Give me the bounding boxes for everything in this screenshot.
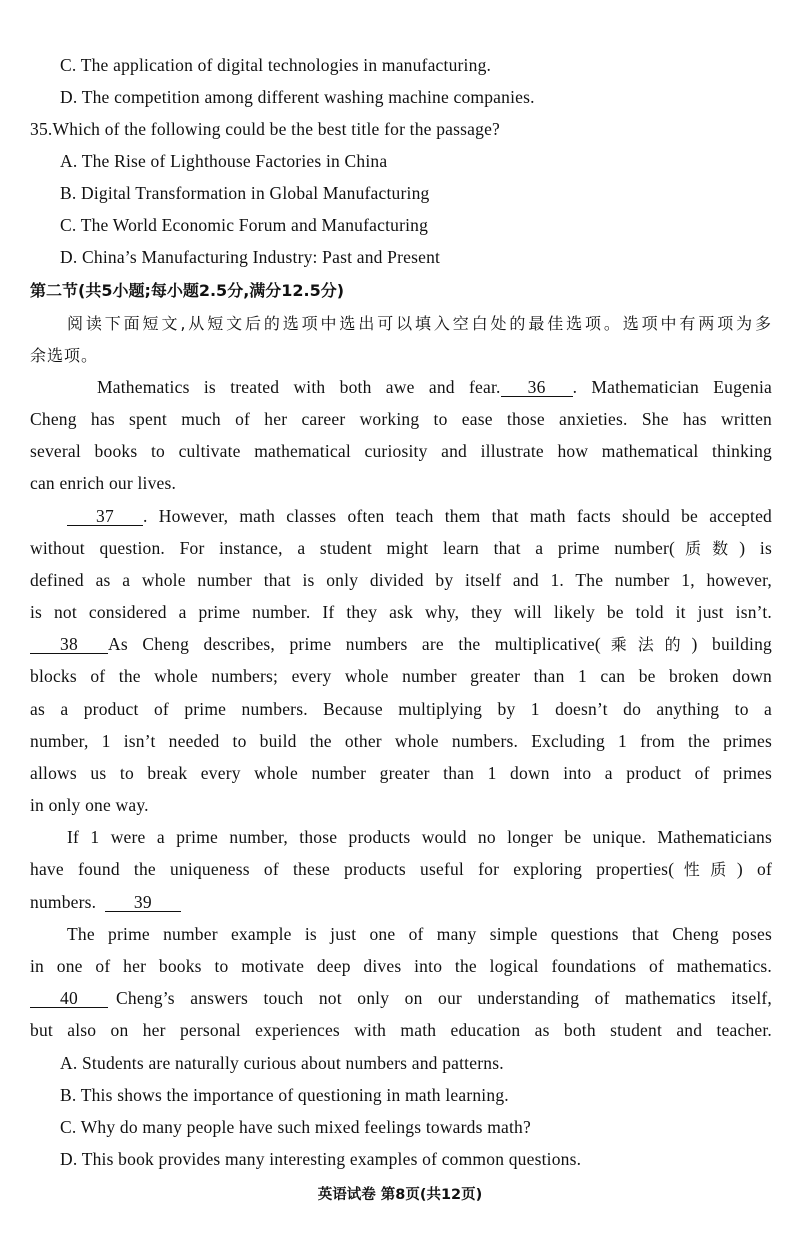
- passage-line: can enrich our lives.: [30, 473, 177, 493]
- passage-line: without question. For instance, a student might learn that a prime number(质数) is: [30, 538, 772, 558]
- blank-37: 37: [67, 507, 143, 526]
- section-instructions: 阅读下面短文,从短文后的选项中选出可以填入空白处的最佳选项。选项中有两项为多: [67, 314, 772, 333]
- blank-39: 39: [105, 893, 181, 912]
- passage-line: several books to cultivate mathematical curiosity and illustrate how mathematical thinking: [30, 441, 772, 461]
- passage-line: but also on her personal experiences with math education as both student and teacher.: [30, 1020, 772, 1040]
- passage-line: number, 1 isn’t needed to build the other whole numbers. Excluding 1 from the primes: [30, 731, 772, 751]
- passage-line: numbers. 39: [30, 891, 772, 913]
- section-heading: 第二节(共5小题;每小题2.5分,满分12.5分): [30, 281, 345, 300]
- page-footer: 英语试卷 第8页(共12页): [317, 1187, 483, 1203]
- passage-line: 37 . However, math classes often teach them that math facts should be accepted: [67, 505, 772, 527]
- passage-line: 38 As Cheng describes, prime numbers are the multiplicative(乘法的) building: [30, 633, 772, 656]
- blank-40: 40: [30, 989, 108, 1008]
- option-b: B. This shows the importance of questioning in math learning.: [60, 1085, 509, 1105]
- q35-option-b: B. Digital Transformation in Global Manufacturing: [60, 183, 430, 203]
- option-d: D. This book provides many interesting examples of common questions.: [60, 1149, 582, 1169]
- q34-option-c: C. The application of digital technologies in manufacturing.: [60, 55, 492, 75]
- blank-36: 36: [501, 378, 573, 397]
- passage-line: Cheng has spent much of her career working to ease those anxieties. She has written: [30, 409, 772, 429]
- passage-line: have found the uniqueness of these products useful for exploring properties(性质) of: [30, 859, 772, 879]
- q35-option-a: A. The Rise of Lighthouse Factories in China: [60, 151, 388, 171]
- q34-option-d: D. The competition among different washing machine companies.: [60, 87, 535, 107]
- option-c: C. Why do many people have such mixed feelings towards math?: [60, 1117, 531, 1137]
- option-a: A. Students are naturally curious about numbers and patterns.: [60, 1053, 504, 1073]
- passage-line: The prime number example is just one of many simple questions that Cheng poses: [67, 924, 772, 944]
- q35-stem: 35.Which of the following could be the best title for the passage?: [30, 119, 501, 139]
- passage-line: If 1 were a prime number, those products would no longer be unique. Mathematicians: [67, 827, 772, 847]
- passage-line: Mathematics is treated with both awe and fear. 36 . Mathematician Eugenia: [97, 377, 772, 397]
- passage-line: 40 Cheng’s answers touch not only on our understanding of mathematics itself,: [30, 987, 772, 1009]
- section-instructions-cont: 余选项。: [30, 346, 99, 365]
- passage-line: allows us to break every whole number greater than 1 down into a product of primes: [30, 763, 772, 783]
- q35-option-d: D. China’s Manufacturing Industry: Past and Present: [60, 247, 441, 267]
- passage-line: is not considered a prime number. If they ask why, they will likely be told it just isn’t.: [30, 602, 772, 622]
- passage-line: as a product of prime numbers. Because multiplying by 1 doesn’t do anything to a: [30, 699, 772, 719]
- passage-line: in one of her books to motivate deep dives into the logical foundations of mathematics.: [30, 956, 772, 976]
- blank-38: 38: [30, 635, 108, 654]
- q35-option-c: C. The World Economic Forum and Manufacturing: [60, 215, 429, 235]
- passage-line: defined as a whole number that is only divided by itself and 1. The number 1, however,: [30, 570, 772, 590]
- passage-line: in only one way.: [30, 795, 149, 815]
- passage-line: blocks of the whole numbers; every whole number greater than 1 can be broken down: [30, 666, 772, 686]
